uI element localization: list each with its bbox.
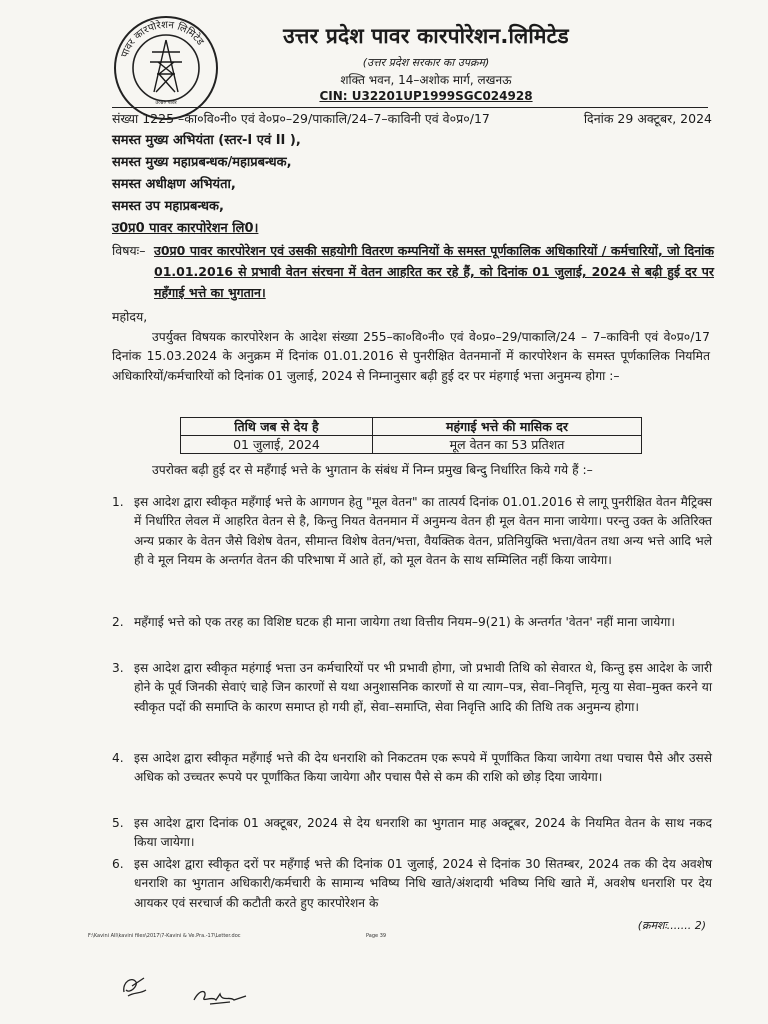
- item-number: 1.: [112, 495, 124, 509]
- salutation: महोदय,: [112, 309, 148, 324]
- item-text: इस आदेश द्वारा स्वीकृत दरों पर महँगाई भत्ते की दिनांक 01 जुलाई, 2024 से दिनांक 30 सितम्बर, 2024 तक की देय अवशेष धनराशि का भुगतान अधिकारी/कर्मचारी के सामान्य भविष्य निधि खाते/अंशदायी भविष्य निधि खाते में, अवशेष धनराशि पर देय आयकर एवं सरचार्ज की कटौती करते हुए कारपोरेशन के: [134, 857, 712, 910]
- logo-motto: उ०प्र० पावर: [155, 100, 177, 106]
- letterhead-address: शक्ति भवन, 14–अशोक मार्ग, लखनऊ: [340, 73, 512, 87]
- corporation-logo: [112, 14, 220, 122]
- addressee-line: समस्त मुख्य महाप्रबन्धक/महाप्रबन्धक,: [112, 155, 292, 170]
- item-number: 2.: [112, 615, 124, 629]
- subject-label: विषयः–: [112, 243, 146, 258]
- addressee-line: समस्त उप महाप्रबन्धक,: [112, 199, 224, 214]
- initials-signature-icon: [118, 972, 150, 1000]
- footer-file-path: F:\Kavini All\kavini files\2017\7-Kavini & Ve.Pra.-17\Letter.doc: [88, 933, 241, 939]
- table-row: [181, 436, 642, 454]
- item-number: 4.: [112, 751, 124, 765]
- tower-icon: [150, 40, 182, 92]
- item-number: 6.: [112, 857, 124, 871]
- addressee-line: उ0प्र0 पावर कारपोरेशन लि0।: [112, 221, 259, 236]
- item-text: महँगाई भत्ते को एक तरह का विशिष्ट घटक ही माना जायेगा तथा वित्तीय नियम–9(21) के अन्तर्गत 'वेतन' नहीं माना जायेगा।: [134, 615, 676, 629]
- logo-ring-text: पावर कारपोरेशन लिमिटेड: [119, 19, 206, 60]
- letterhead-title: उत्तर प्रदेश पावर कारपोरेशन.लिमिटेड: [283, 24, 569, 48]
- addressee-line: समस्त अधीक्षण अभियंता,: [112, 177, 236, 192]
- table-header-cell: तिथि जब से देय है: [181, 418, 373, 436]
- item-number: 3.: [112, 661, 124, 675]
- continuation-note: (क्रमशः....... 2): [637, 919, 706, 932]
- points-intro: उपरोक्त बढ़ी हुई दर से महँगाई भत्ते के भुगतान के संबंध में निम्न प्रमुख बिन्दु निर्धारित किये गये हैं :–: [152, 463, 593, 477]
- footer-page-number: Page 39: [366, 933, 387, 939]
- header-rule: [112, 107, 708, 108]
- addressee-line: समस्त मुख्य अभियंता (स्तर-I एवं II ),: [112, 133, 301, 148]
- table-cell: मूल वेतन का 53 प्रतिशत: [373, 436, 642, 454]
- item-text: इस आदेश द्वारा स्वीकृत महँगाई भत्ते के आगणन हेतु "मूल वेतन" का तात्पर्य दिनांक 01.01.2016 से लागू पुनरीक्षित वेतन मैट्रिक्स में निर्धारित लेवल में आहरित वेतन से है, किन्तु नियत वेतनमान में अनुमन्य वेतन ही मूल वेतन माना जायेगा। परन्तु उक्त के अतिरिक्त अन्य प्रकार के वेतन जैसे विशेष वेतन, सीमान्त विशेष वेतन/भत्ता, वैयक्तिक वेतन, प्रतिनियुक्ति भत्ता/वेतन तथा अन्य भत्ते आदि भले ही वे मूल नियम के अन्तर्गत वेतन की परिभाषा में आते हों, को मूल वेतन के साथ सम्मिलित नहीं किया जायेगा।: [134, 495, 712, 568]
- intro-paragraph: उपर्युक्त विषयक कारपोरेशन के आदेश संख्या 255–का०वि०नी० एवं वे०प्र०–29/पाकालि/24 – 7–काविनी एवं वे०प्र०/17 दिनांक 15.03.2024 के अनुक्रम में दिनांक 01.01.2016 से पुनरीक्षित वेतनमानों में कारपोरेशन के समस्त पूर्णकालिक नियमित अधिकारियों/कर्मचारियों को दिनांक 01 जुलाई, 2024 से निम्नानुसार बढ़ी हुई दर पर मंहगाई भत्ता अनुमन्य होगा :–: [112, 330, 710, 383]
- letterhead-subtitle: (उत्तर प्रदेश सरकार का उपक्रम): [362, 56, 490, 69]
- signature-icon: [190, 984, 250, 1010]
- table-cell: 01 जुलाई, 2024: [181, 436, 373, 454]
- item-text: इस आदेश द्वारा दिनांक 01 अक्टूबर, 2024 से देय धनराशि का भुगतान माह अक्टूबर, 2024 के नियमित वेतन के साथ नकद किया जायेगा।: [134, 816, 712, 850]
- item-text: इस आदेश द्वारा स्वीकृत महंगाई भत्ता उन कर्मचारियों पर भी प्रभावी होगा, जो प्रभावी तिथि को सेवारत थे, किन्तु इस आदेश के जारी होने के पूर्व जिनकी सेवाएं चाहे जिन कारणों से यथा अनुशासनिक कारणों से या त्याग–पत्र, सेवा–निवृत्ति, मृत्यु या सेवा–मुक्त करने या स्वीकृत पदों की समाप्ति के कारण समाप्त हो गयी हों, सेवा–समाप्ति, सेवा निवृत्ति आदि की तिथि तक अनुमन्य होगा।: [134, 661, 712, 714]
- subject-text: उ0प्र0 पावर कारपोरेशन एवं उसकी सहयोगी वितरण कम्पनियों के समस्त पूर्णकालिक अधिकारियों / कर्मचारियों, जो दिनांक 01.01.2016 से प्रभावी वेतन संरचना में वेतन आहरित कर रहे हैं, को दिनांक 01 जुलाई, 2024 से बढ़ी हुई दर पर महँगाई भत्ते का भुगतान।: [154, 243, 714, 300]
- reference-number: संख्या 1225 –का०वि०नी० एवं वे०प्र०–29/पाकालि/24–7–काविनी एवं वे०प्र०/17: [112, 111, 490, 126]
- item-number: 5.: [112, 816, 124, 830]
- da-rate-table: [180, 417, 642, 454]
- letterhead-cin: CIN: U32201UP1999SGC024928: [319, 89, 533, 103]
- table-header-cell: महंगाई भत्ते की मासिक दर: [373, 418, 642, 436]
- table-header-row: [181, 418, 642, 436]
- reference-date: दिनांक 29 अक्टूबर, 2024: [583, 111, 712, 126]
- item-text: इस आदेश द्वारा स्वीकृत महँगाई भत्ते की देय धनराशि को निकटतम एक रूपये में पूर्णांकित किया जायेगा तथा पचास पैसे और उससे अधिक को उच्चतर रूपये पर पूर्णांकित किया जायेगा और पचास पैसे से कम की राशि को छोड़ दिया जायेगा।: [134, 751, 712, 785]
- addressee-block: [112, 130, 301, 240]
